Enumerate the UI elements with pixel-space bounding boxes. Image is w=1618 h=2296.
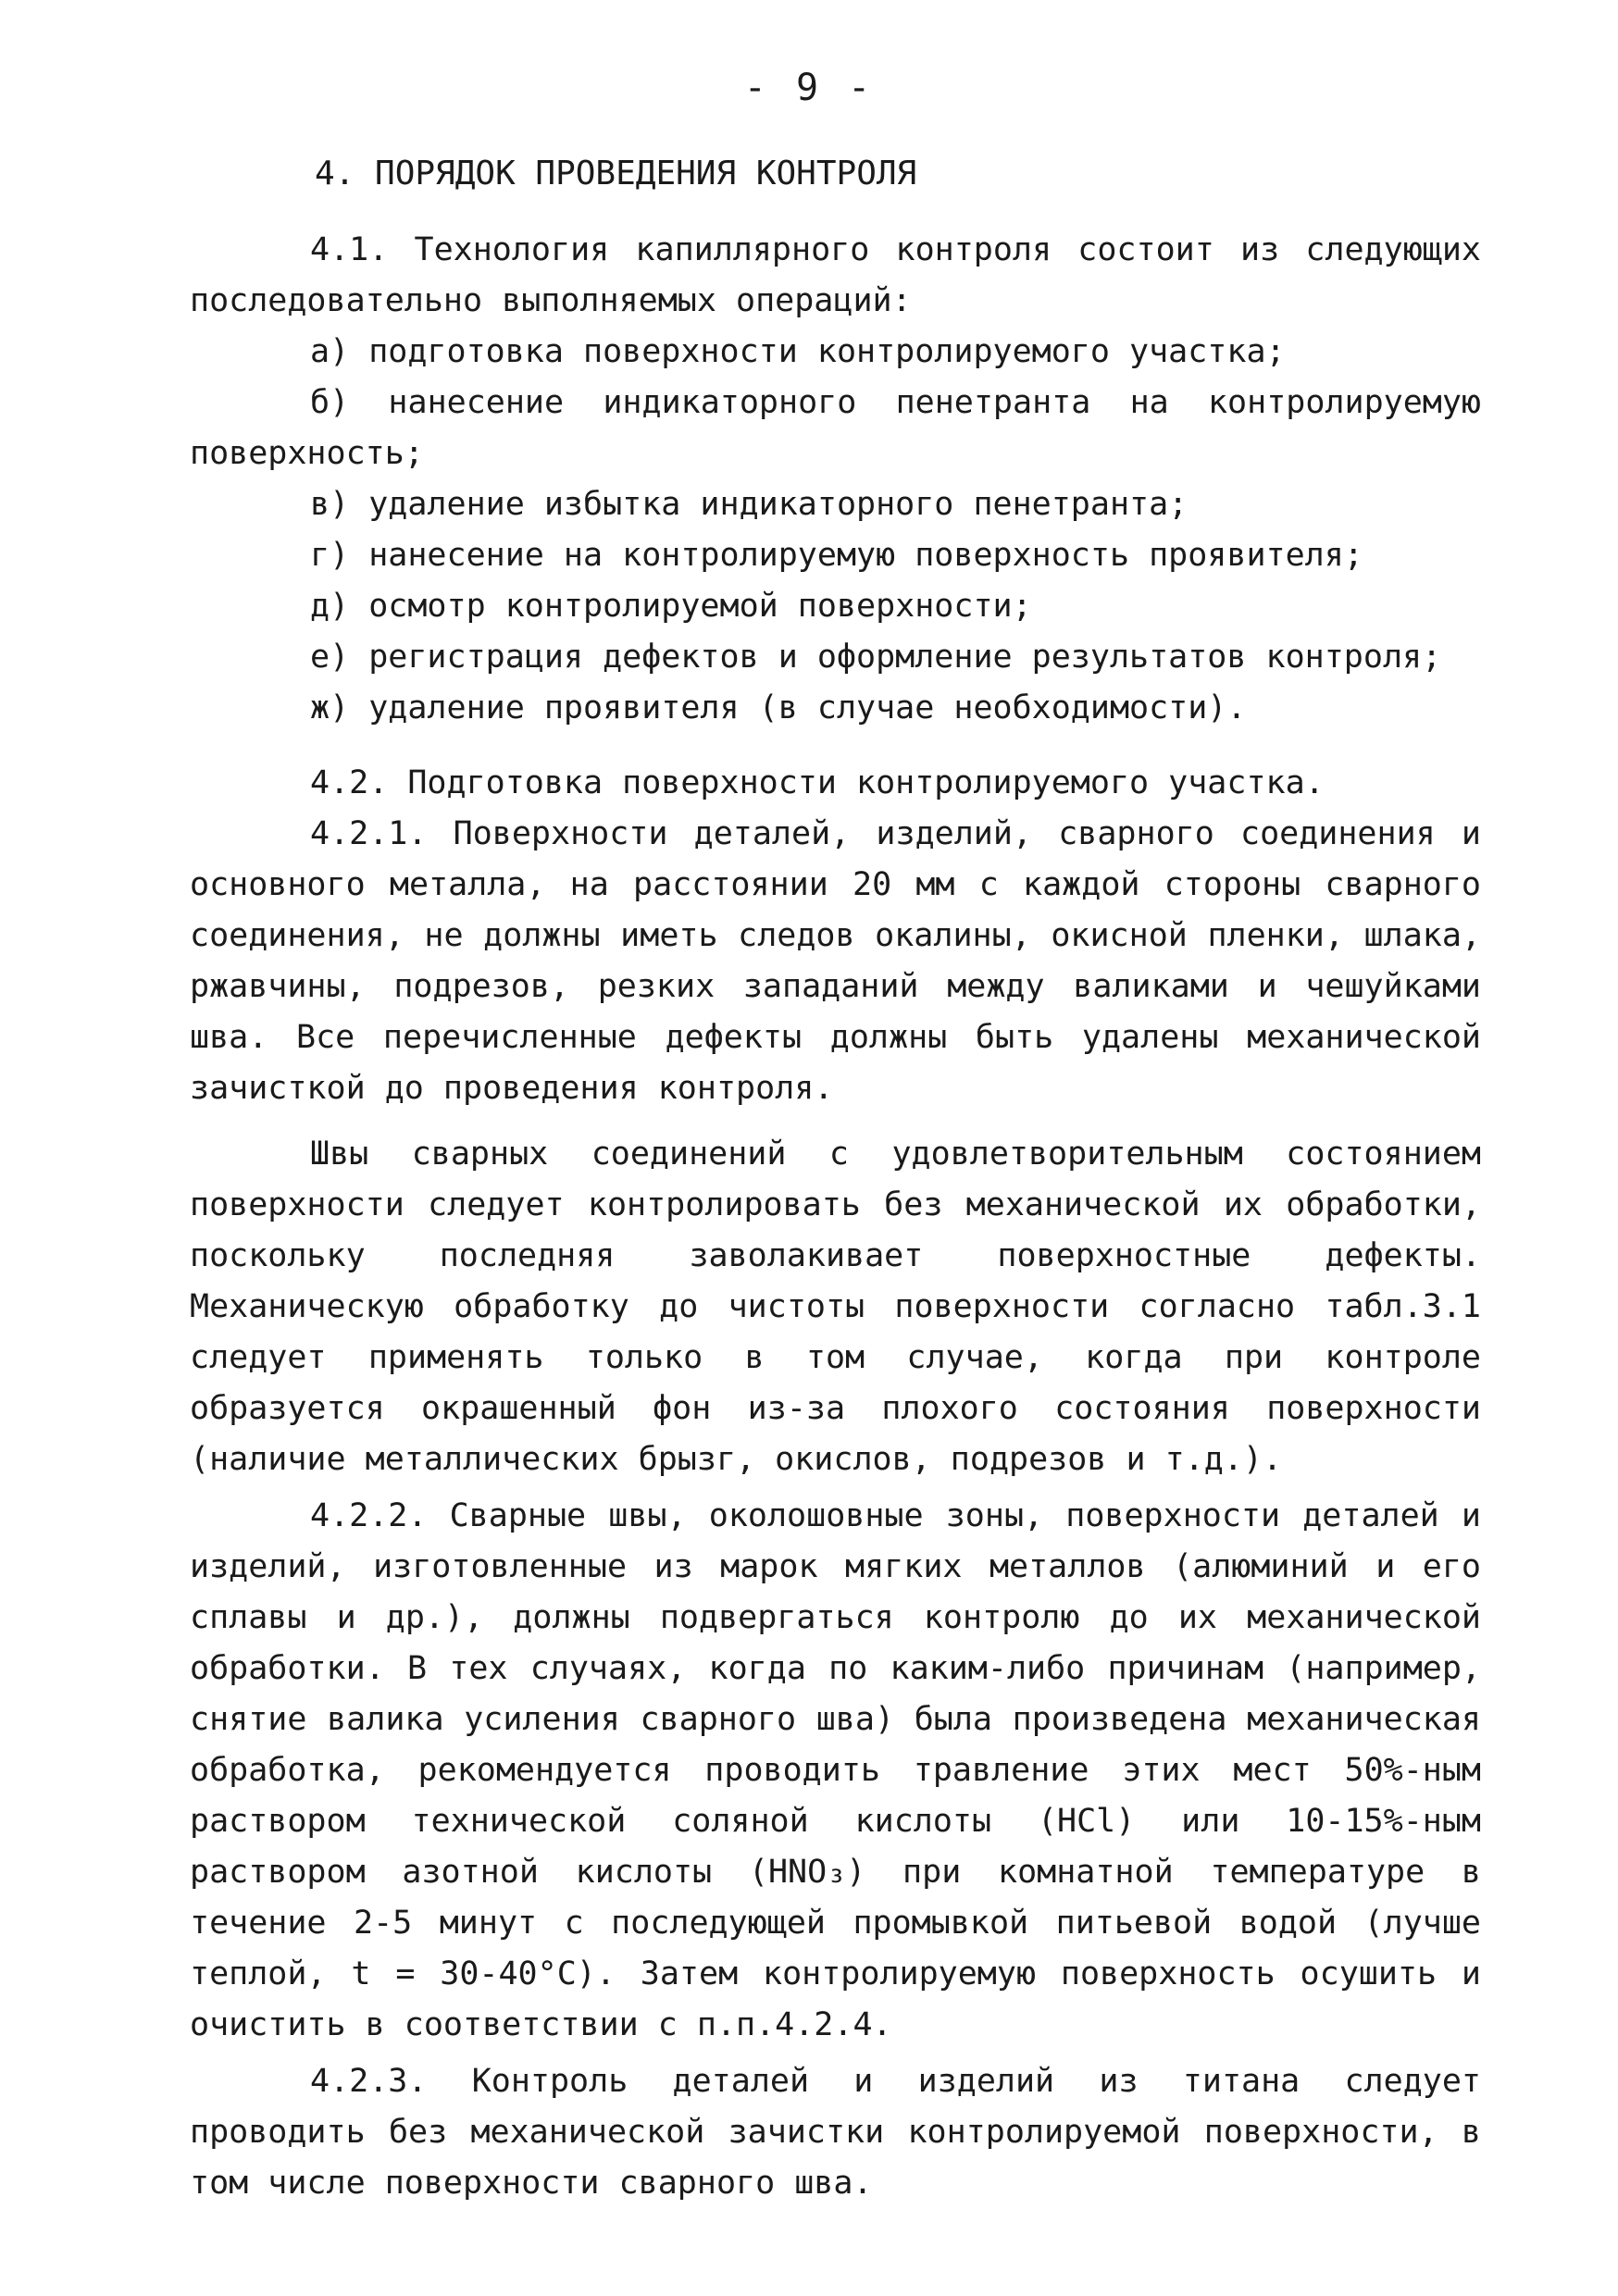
paragraph-4-2-1: 4.2.1. Поверхности деталей, изделий, сварного соединения и основного металла, на расстоянии 20 мм с каждой стороны сварного соединения, не должны иметь следов окалины, окисной пленки, шлака, ржавчины, подрезов, резких западаний между валиками и чешуйками шва. Все перечисленные дефекты должны быть удалены механической зачисткой до проведения контроля. <box>190 815 1481 1107</box>
subsection-title-4-2: 4.2. Подготовка поверхности контролируемого участка. <box>310 764 1325 801</box>
paragraph-4-2-3: 4.2.3. Контроль деталей и изделий из титана следует проводить без механической зачистки контролируемой поверхности, в том числе поверхности сварного шва. <box>190 2063 1481 2202</box>
paragraph-4-1: 4.1. Технология капиллярного контроля состоит из следующих последовательно выполняемых операций: <box>190 231 1481 319</box>
list-item: г) нанесение на контролируемую поверхность проявителя; <box>310 537 1363 574</box>
paragraph-4-2-2: 4.2.2. Сварные швы, околошовные зоны, поверхности деталей и изделий, изготовленные из марок мягких металлов (алюминий и его сплавы и др.), должны подвергаться контролю до их механической обработки. В тех случаях, когда по каким-либо причинам (например, снятие валика усиления сварного шва) была произведена механическая обработка, рекомендуется проводить травление этих мест 50%-ным раствором технической соляной кислоты (HCl) или 10-15%-ным раствором азотной кислоты (HNO₃) при комнатной температуре в течение 2-5 минут с последующей промывкой питьевой водой (лучше теплой, t = 30-40°С). Затем контролируемую поверхность осушить и очистить в соответствии с п.п.4.2.4. <box>190 1497 1481 2043</box>
list-item: е) регистрация дефектов и оформление результатов контроля; <box>310 639 1442 676</box>
list-item: д) осмотр контролируемой поверхности; <box>310 588 1032 625</box>
list-item: в) удаление избытка индикаторного пенетранта; <box>310 486 1189 523</box>
page-number: - 9 - <box>743 67 875 109</box>
list-item: а) подготовка поверхности контролируемого участка; <box>310 333 1286 370</box>
operations-list <box>190 327 1481 734</box>
document-body <box>190 148 1481 2209</box>
list-item: ж) удаление проявителя (в случае необходимости). <box>310 689 1247 726</box>
paragraph-4-2-1-continued: Швы сварных соединений с удовлетворительным состоянием поверхности следует контролировать без механической их обработки, поскольку последняя заволакивает поверхностные дефекты. Механическую обработку до чистоты поверхности согласно табл.3.1 следует применять только в том случае, когда при контроле образуется окрашенный фон из-за плохого состояния поверхности (наличие металлических брызг, окислов, подрезов и т.д.). <box>190 1136 1481 1478</box>
section-title: 4. ПОРЯДОК ПРОВЕДЕНИЯ КОНТРОЛЯ <box>315 155 917 192</box>
list-item: б) нанесение индикаторного пенетранта на контролируемую поверхность; <box>190 384 1481 472</box>
